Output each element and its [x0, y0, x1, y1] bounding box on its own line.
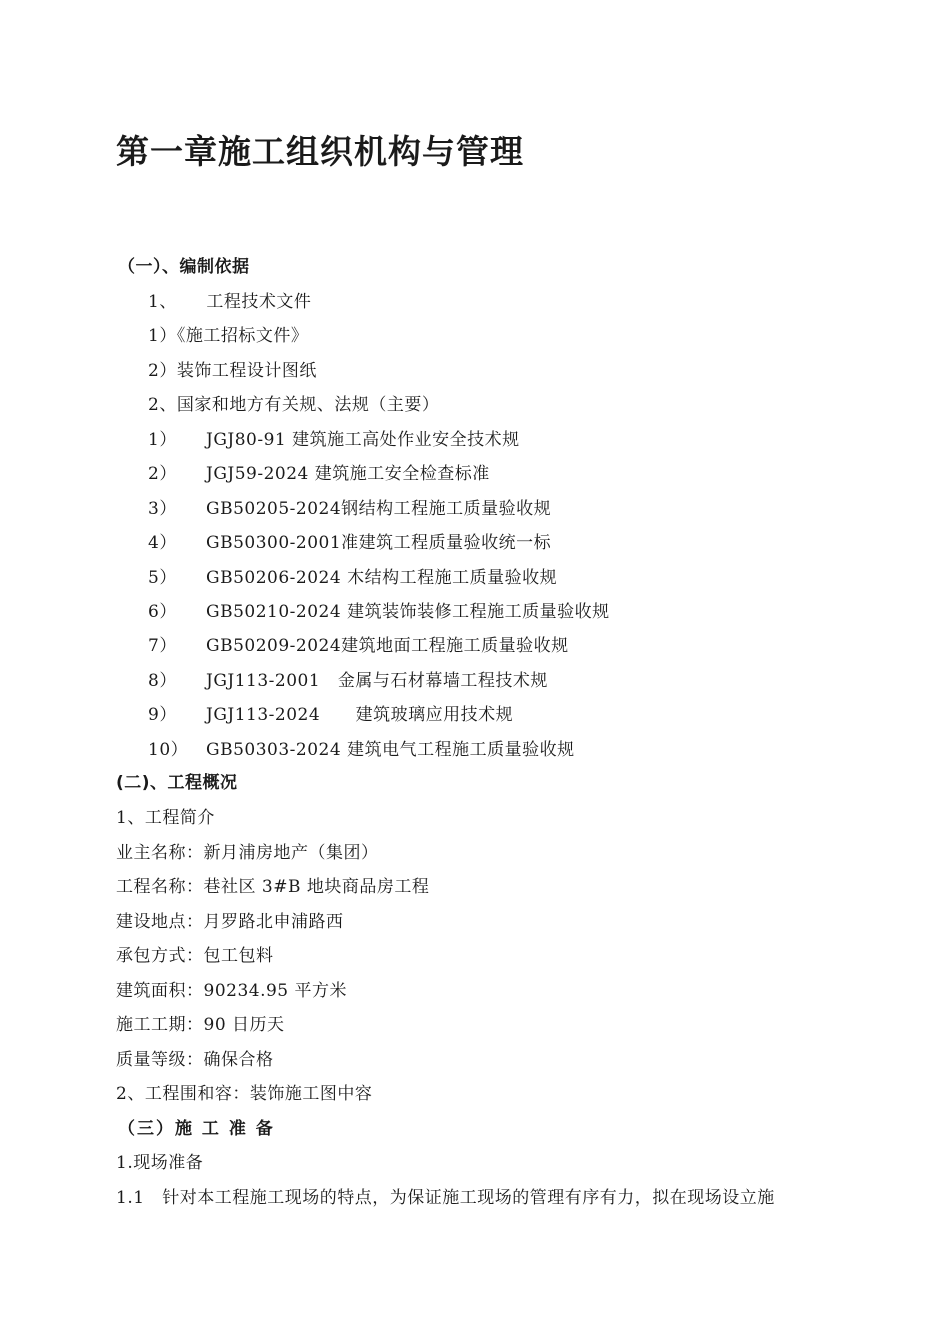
standard-item	[148, 597, 610, 622]
standard-item	[148, 631, 569, 656]
standard-number: 5）	[148, 568, 177, 588]
standard-title: 建筑地面工程施工质量验收规	[341, 636, 569, 656]
standard-item	[148, 666, 548, 691]
building-area: 建筑面积：90234.95 平方米	[116, 981, 348, 1001]
standard-title: 建筑装饰装修工程施工质量验收规	[347, 602, 610, 622]
standard-code: GB50205-2024	[206, 499, 342, 519]
standard-title: 建筑电气工程施工质量验收规	[347, 740, 575, 760]
section-heading-basis: （一）、编制依据	[118, 257, 250, 277]
standard-title: 准建筑工程质量验收统一标	[341, 533, 552, 553]
owner-name: 业主名称：新月浦房地产（集团）	[116, 843, 379, 863]
section-heading-preparation: （三）施 工 准 备	[118, 1119, 275, 1139]
standard-code: JGJ113-2024	[206, 705, 356, 725]
standard-code: GB50300-2001	[206, 533, 342, 553]
paragraph-1-1: 1.1 针对本工程施工现场的特点，为保证施工现场的管理有序有力，拟在现场设立施	[116, 1188, 775, 1208]
project-location: 建设地点：月罗路北申浦路西	[116, 912, 344, 932]
standard-number: 6）	[148, 602, 177, 622]
standard-code: GB50209-2024	[206, 636, 342, 656]
construction-period: 施工工期：90 日历天	[116, 1015, 285, 1035]
standard-number: 1）	[148, 430, 177, 450]
standard-code: JGJ80-91	[206, 430, 293, 450]
section-heading-overview: (二)、工程概况	[116, 773, 238, 793]
item-regulations: 2、国家和地方有关规、法规（主要）	[148, 395, 440, 415]
standard-number: 2）	[148, 464, 177, 484]
standard-number: 10）	[148, 740, 189, 760]
item-design-drawings: 2）装饰工程设计图纸	[148, 361, 317, 381]
work-scope: 2、工程围和容：装饰施工图中容	[116, 1084, 373, 1104]
standard-number: 8）	[148, 671, 177, 691]
contract-mode: 承包方式：包工包料	[116, 946, 274, 966]
item-bid-docs: 1）《施工招标文件》	[148, 326, 309, 346]
standard-item	[148, 494, 551, 519]
standard-title: 建筑施工高处作业安全技术规	[292, 430, 520, 450]
quality-grade: 质量等级：确保合格	[116, 1050, 274, 1070]
standard-code: GB50210-2024	[206, 602, 348, 622]
standard-title: 木结构工程施工质量验收规	[347, 568, 558, 588]
standard-code: JGJ59-2024	[206, 464, 315, 484]
item-technical-docs: 1、 工程技术文件	[148, 292, 312, 312]
standard-number: 9）	[148, 705, 177, 725]
standard-number: 4）	[148, 533, 177, 553]
standard-code: GB50206-2024	[206, 568, 348, 588]
standard-item	[148, 563, 557, 588]
standard-number: 7）	[148, 636, 177, 656]
standard-title: 建筑玻璃应用技术规	[355, 705, 514, 725]
standard-number: 3）	[148, 499, 177, 519]
standard-item	[148, 425, 520, 450]
standard-code: GB50303-2024	[206, 740, 348, 760]
standard-title: 钢结构工程施工质量验收规	[341, 499, 552, 519]
standard-item	[148, 528, 551, 553]
site-preparation: 1.现场准备	[116, 1153, 204, 1173]
page-title: 第一章施工组织机构与管理	[116, 132, 524, 171]
standard-item	[148, 459, 490, 484]
standard-title: 金属与石材幕墙工程技术规	[337, 671, 548, 691]
overview-intro: 1、工程简介	[116, 808, 215, 828]
standard-item	[148, 735, 575, 760]
standard-title: 建筑施工安全检查标准	[314, 464, 490, 484]
standard-item	[148, 700, 513, 725]
standard-code: JGJ113-2001	[206, 671, 338, 691]
project-name: 工程名称：巷社区 3#B 地块商品房工程	[116, 877, 430, 897]
